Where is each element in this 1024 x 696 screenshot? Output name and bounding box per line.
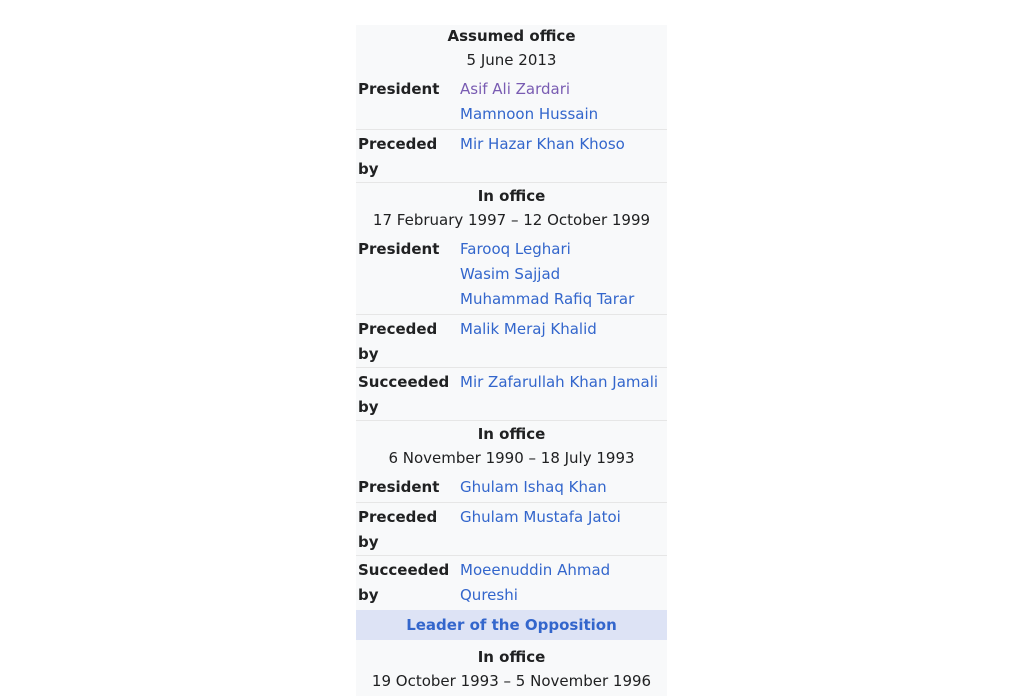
term3-heading: In office: [477, 425, 546, 443]
opposition-heading: In office: [477, 648, 546, 666]
term2-heading: In office: [477, 187, 546, 205]
term3-president-label: President: [358, 478, 440, 496]
term1-president-link-1[interactable]: Asif Ali Zardari: [460, 80, 571, 98]
term3-succeeded-row: [356, 555, 667, 610]
term2-president-row: [356, 235, 667, 314]
term2-preceded-label: Preceded by: [358, 320, 438, 363]
term3-succeeded-label: Succeeded by: [358, 561, 450, 604]
term3-preceded-label: Preceded by: [358, 508, 438, 551]
term1-president-row: [356, 75, 667, 129]
term2-preceded-row: [356, 314, 667, 367]
term3-president-row: [356, 473, 667, 502]
term2-president-link-3[interactable]: Muhammad Rafiq Tarar: [460, 290, 635, 308]
term3-section: [356, 420, 667, 473]
term1-dates: 5 June 2013: [466, 51, 557, 69]
term1-heading: Assumed office: [447, 27, 576, 45]
infobox: [356, 25, 667, 696]
term1-preceded-link[interactable]: Mir Hazar Khan Khoso: [460, 135, 625, 153]
term2-succeeded-link[interactable]: Mir Zafarullah Khan Jamali: [460, 373, 659, 391]
opposition-subheader[interactable]: Leader of the Opposition: [356, 610, 667, 640]
term2-section: [356, 182, 667, 235]
term3-preceded-link[interactable]: Ghulam Mustafa Jatoi: [460, 508, 621, 526]
term1-president-label: President: [358, 80, 440, 98]
term1-president-link-2[interactable]: Mamnoon Hussain: [460, 105, 599, 123]
term2-president-link-1[interactable]: Farooq Leghari: [460, 240, 571, 258]
term2-succeeded-label: Succeeded by: [358, 373, 450, 416]
opposition-dates: 19 October 1993 – 5 November 1996: [371, 672, 652, 690]
term2-president-label: President: [358, 240, 440, 258]
term3-president-link-1[interactable]: Ghulam Ishaq Khan: [460, 478, 607, 496]
term3-preceded-row: [356, 502, 667, 555]
term3-dates: 6 November 1990 – 18 July 1993: [388, 449, 635, 467]
term2-preceded-link[interactable]: Malik Meraj Khalid: [460, 320, 597, 338]
term2-president-link-2[interactable]: Wasim Sajjad: [460, 265, 561, 283]
term1-preceded-label: Preceded by: [358, 135, 438, 178]
term1-preceded-row: [356, 129, 667, 182]
term2-succeeded-row: [356, 367, 667, 420]
term2-dates: 17 February 1997 – 12 October 1999: [372, 211, 651, 229]
term3-succeeded-link[interactable]: Moeenuddin Ahmad Qureshi: [460, 561, 611, 604]
